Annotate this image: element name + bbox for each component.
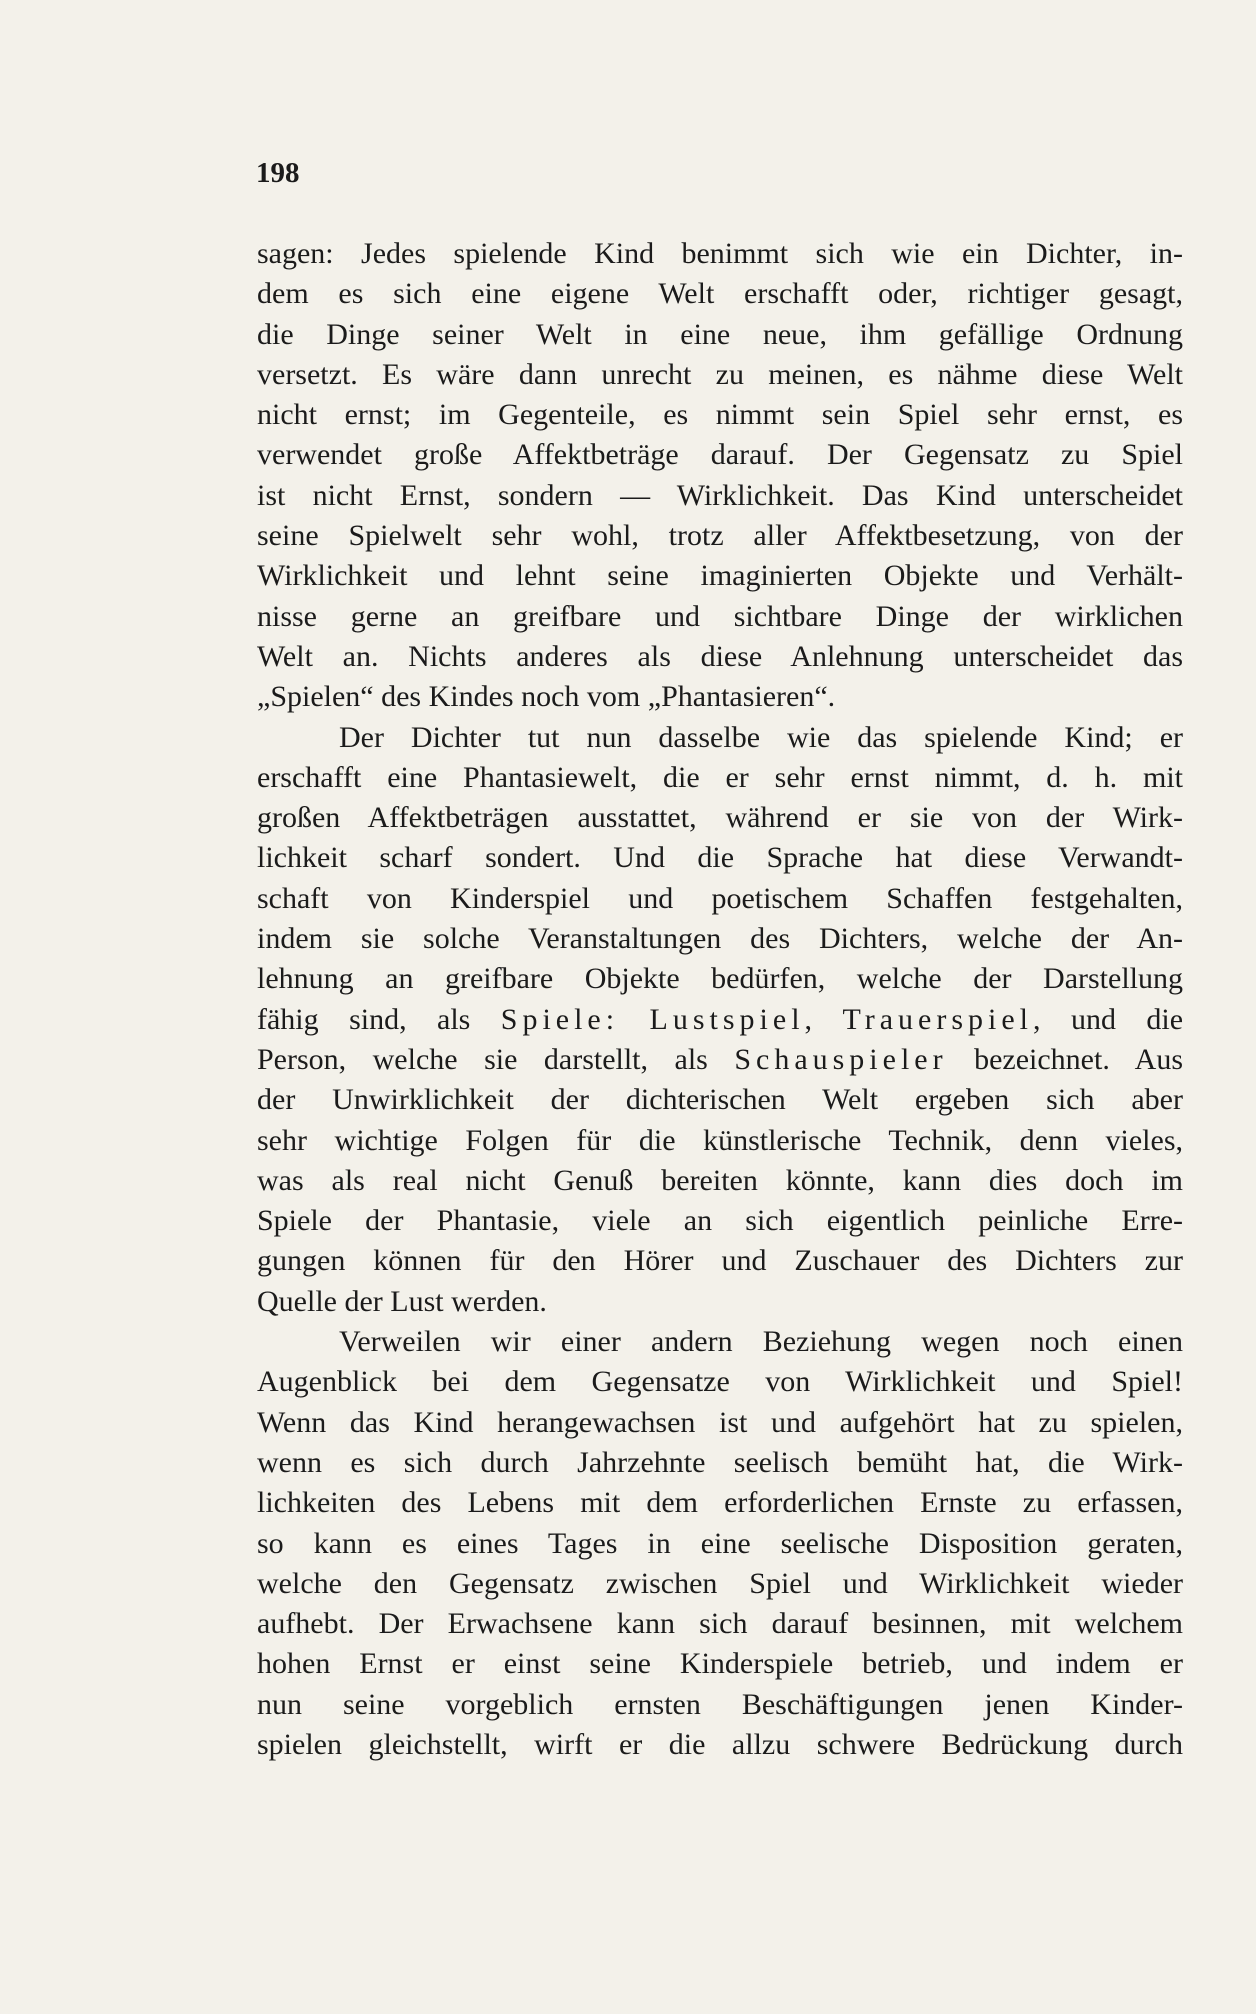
text-line: schaft von Kinderspiel und poetischem Schaffen festgehalten, xyxy=(257,881,1183,915)
page-number: 198 xyxy=(256,157,300,189)
text: , xyxy=(804,1002,843,1036)
text-line: die Dinge seiner Welt in eine neue, ihm gefällige Ordnung xyxy=(257,317,1183,351)
text-line: dem es sich eine eigene Welt erschafft oder, richtiger gesagt, xyxy=(257,277,1183,311)
text-line: nisse gerne an greifbare und sichtbare Dinge der wirklichen xyxy=(257,599,1183,633)
spaced-text: Lustspiel xyxy=(649,1002,805,1036)
text-line: lehnung an greifbare Objekte bedürfen, welche der Darstellung xyxy=(257,962,1183,996)
text-line: ist nicht Ernst, sondern — Wirklichkeit. Das Kind unterscheidet xyxy=(257,478,1183,512)
text-line: Augenblick bei dem Gegensatze von Wirklichkeit und Spiel! xyxy=(257,1365,1183,1399)
text: Person, welche sie darstellt, als xyxy=(257,1042,735,1076)
text-line: spielen gleichstellt, wirft er die allzu schwere Bedrückung durch xyxy=(257,1727,1183,1761)
text: fähig sind, als xyxy=(257,1002,501,1036)
text-line: erschafft eine Phantasiewelt, die er sehr ernst nimmt, d. h. mit xyxy=(257,760,1183,794)
text-line: aufhebt. Der Erwachsene kann sich darauf besinnen, mit welchem xyxy=(257,1607,1183,1641)
paragraph xyxy=(257,1322,1183,1765)
text-line: Quelle der Lust werden. xyxy=(257,1284,547,1318)
text-line: Welt an. Nichts anderes als diese Anlehnung unterscheidet das xyxy=(257,639,1183,673)
text-line: indem sie solche Veranstaltungen des Dichters, welche der An- xyxy=(257,922,1183,956)
text-line: nicht ernst; im Gegenteile, es nimmt sein Spiel sehr ernst, es xyxy=(257,398,1183,432)
spaced-text: Trauerspiel xyxy=(842,1002,1034,1036)
paragraph xyxy=(257,234,1183,718)
text-line: gungen können für den Hörer und Zuschauer des Dichters zur xyxy=(257,1244,1183,1278)
body-text xyxy=(257,234,1183,1765)
text-line: großen Affektbeträgen ausstattet, während er sie von der Wirk- xyxy=(257,801,1183,835)
text-line: so kann es eines Tages in eine seelische Disposition geraten, xyxy=(257,1526,1183,1560)
text: , und die xyxy=(1033,1002,1183,1036)
text-line: hohen Ernst er einst seine Kinderspiele betrieb, und indem er xyxy=(257,1647,1183,1681)
text-line: Spiele der Phantasie, viele an sich eigentlich peinliche Erre- xyxy=(257,1204,1183,1238)
text-line: wenn es sich durch Jahrzehnte seelisch bemüht hat, die Wirk- xyxy=(257,1445,1183,1479)
text-line: versetzt. Es wäre dann unrecht zu meinen, es nähme diese Welt xyxy=(257,357,1183,391)
text-line xyxy=(257,1000,1183,1040)
text-line: nun seine vorgeblich ernsten Beschäftigungen jenen Kinder- xyxy=(257,1687,1183,1721)
text-line: sehr wichtige Folgen für die künstlerische Technik, denn vieles, xyxy=(257,1123,1183,1157)
text-line: verwendet große Affektbeträge darauf. Der Gegensatz zu Spiel xyxy=(257,438,1183,472)
text-line: Der Dichter tut nun dasselbe wie das spielende Kind; er xyxy=(339,720,1183,754)
spaced-text: Schauspieler xyxy=(734,1042,948,1076)
text-line: sagen: Jedes spielende Kind benimmt sich wie ein Dichter, in- xyxy=(257,237,1183,270)
text-line: „Spielen“ des Kindes noch vom „Phantasieren“. xyxy=(257,680,836,714)
text-line: der Unwirklichkeit der dichterischen Welt ergeben sich aber xyxy=(257,1083,1183,1117)
text xyxy=(619,1003,649,1036)
text-line: seine Spielwelt sehr wohl, trotz aller Affektbesetzung, von der xyxy=(257,519,1183,553)
text-line: Verweilen wir einer andern Beziehung wegen noch einen xyxy=(339,1325,1183,1359)
text-line: lichkeit scharf sondert. Und die Sprache hat diese Verwandt- xyxy=(257,841,1183,875)
text-line: Wirklichkeit und lehnt seine imaginierten Objekte und Verhält- xyxy=(257,559,1183,593)
text-line: Wenn das Kind herangewachsen ist und aufgehört hat zu spielen, xyxy=(257,1405,1183,1439)
text-line: was als real nicht Genuß bereiten könnte, kann dies doch im xyxy=(257,1163,1183,1197)
text-line: lichkeiten des Lebens mit dem erforderlichen Ernste zu erfassen, xyxy=(257,1486,1183,1520)
spaced-text: Spiele: xyxy=(500,1002,620,1036)
text: bezeichnet. Aus xyxy=(947,1042,1183,1076)
text-line: welche den Gegensatz zwischen Spiel und Wirklichkeit wieder xyxy=(257,1566,1183,1600)
paragraph xyxy=(257,718,1183,1322)
text-line xyxy=(257,1040,1183,1080)
